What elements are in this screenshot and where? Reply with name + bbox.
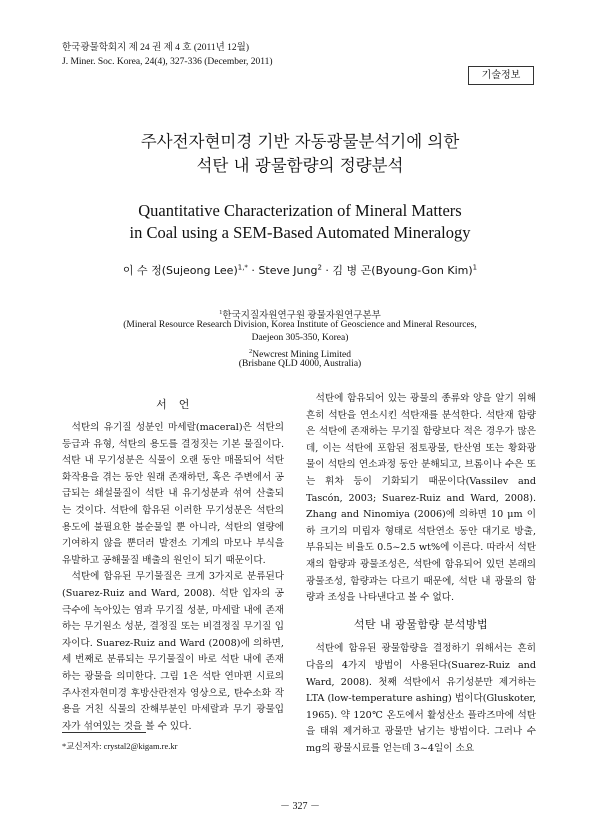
- author-2: Steve Jung: [258, 264, 318, 277]
- section-heading-intro: 서 언: [156, 398, 190, 411]
- right-column: [306, 391, 536, 757]
- author-list: [0, 262, 600, 278]
- section-heading-methods: 석탄 내 광물함량 분석방법: [353, 617, 489, 631]
- affiliation-2-address: (Brisbane QLD 4000, Australia): [238, 359, 362, 369]
- author-1: 이 수 정(Sujeong Lee): [122, 264, 238, 277]
- author-3: 김 병 곤(Byoung-Gon Kim): [332, 264, 473, 277]
- footnote-rule: [62, 732, 146, 733]
- methods-paragraph-1: 석탄에 함유된 광물함량을 결정하기 위해서는 흔히 다음의 4가지 방법이 사용된다(Suarez-Ruiz and Ward, 2008). 첫째 석탄에서 유기성분만 제거하는 LTA (low-temperature ashing) 법이다(Gluskoter, 1965). 약 120℃ 온도에서 활성산소 플라즈마에 석탄을 태워 제거하고 광물만 남기는 방법이다. 그러나 수 mg의 광물시료를 얻는데 3~4일이 소요: [306, 643, 536, 754]
- affiliation-2: $^2$Newcrest Mining Limited: [249, 348, 351, 361]
- affil-1-marker: 1: [219, 309, 223, 316]
- journal-header-en: J. Miner. Soc. Korea, 24(4), 327-336 (December, 2011): [62, 57, 273, 67]
- intro-paragraph-3: 석탄에 함유되어 있는 광물의 종류와 양을 알기 위해 흔히 석탄을 연소시킨 석탄재를 분석한다. 석탄재 함량은 석탄에 존재하는 무기질 함량보다 적은 경우가 많은데, 이는 석탄에 포함된 점토광물, 탄산염 또는 황화광물이 석탄의 연소과정 동안 분해되고, 브롬이나 수은 또는 휘차 등이 기화되기 때문이다(Vassilev and Tascón, 2003; Suarez-Ruiz and Ward, 2008). Zhang and Ninomiya (2006)에 의하면 10 μm 이하 크기의 미립자 형태로 석탄연소 동안 대기로 방출, 부유되는 비율도 0.5~2.5 wt%에 이른다. 따라서 석탄재의 함량과 광물조성은, 석탄에 함유되어 있던 본래의 광물조성, 함량과는 다르기 때문에, 석탄 내 광물의 함량과 조성을 나타낸다고 볼 수 없다.: [306, 393, 536, 604]
- author-2-affil: 2: [317, 263, 322, 272]
- intro-paragraph-2: 석탄에 함유된 무기물질은 크게 3가지로 분류된다(Suarez-Ruiz and Ward, 2008). 석탄 입자의 공극수에 녹아있는 염과 무기질 성분, 마세랄 내에 존재하는 무기원소 성분, 결정질 또는 비결정질 무기질 입자이다. Suarez-Ruiz and Ward (2008)에 의하면, 세 번째로 분류되는 무기물질이 바로 석탄 내에 존재하는 광물을 의미한다. 그림 1은 석탄 연마편 시료의 주사전자현미경 후방산란전자 영상으로, 탄수소화 작용을 거친 식물의 잔해부분인 마세랄과 무기 광물입자가 섞여있는 것을 볼 수 있다.: [62, 571, 284, 732]
- affiliation-1-en: (Mineral Resource Research Division, Korea Institute of Geoscience and Mineral Resources,: [123, 320, 477, 330]
- intro-paragraph-1: 석탄의 유기질 성분인 마세랄(maceral)은 석탄의 등급과 유형, 석탄의 용도를 결정짓는 기본 물질이다. 석탄 내 무기성분은 식물이 오랜 동안 매몰되어 석탄화작용을 겪는 동안 원래 존재하던, 혹은 주변에서 공급되는 쇄설물질이 석탄 내 유기성분과 섞여 산출되는 것이다. 석탄에 함유된 이러한 무기성분은 석탄의 용도에 불필요한 불순물일 뿐 아니라, 석탄의 열량에 기여하지 않을 뿐더러 발전소 기계의 마모나 부식을 유발하고 공해물질 배출의 원인이 되기 때문이다.: [62, 422, 284, 566]
- author-1-affil: 1,*: [237, 263, 248, 272]
- author-separator: ·: [321, 264, 333, 277]
- affil-2-marker: 2: [249, 348, 253, 355]
- affiliation-1-ko: $^1$한국지질자원연구원 광물자원연구본부: [219, 309, 381, 322]
- author-separator: ·: [247, 264, 259, 277]
- korean-title-line-1: 주사전자현미경 기반 자동광물분석기에 의한: [140, 132, 460, 151]
- author-3-affil: 1: [472, 263, 478, 272]
- left-column: [62, 420, 284, 735]
- korean-title-line-2: 석탄 내 광물함량의 정량분석: [196, 156, 404, 175]
- journal-header-ko: 한국광물학회지 제 24 권 제 4 호 (2011년 12월): [62, 43, 250, 53]
- english-title-line-2: in Coal using a SEM-Based Automated Mineralogy: [129, 223, 471, 242]
- page-number: － 327 －: [280, 801, 320, 812]
- corresponding-author-footnote: *교신저자: crystal2@kigam.re.kr: [62, 741, 178, 751]
- article-type-badge: 기술정보: [468, 66, 534, 85]
- affiliation-1-address: Daejeon 305-350, Korea): [251, 333, 349, 343]
- english-title-line-1: Quantitative Characterization of Mineral Matters: [138, 201, 462, 220]
